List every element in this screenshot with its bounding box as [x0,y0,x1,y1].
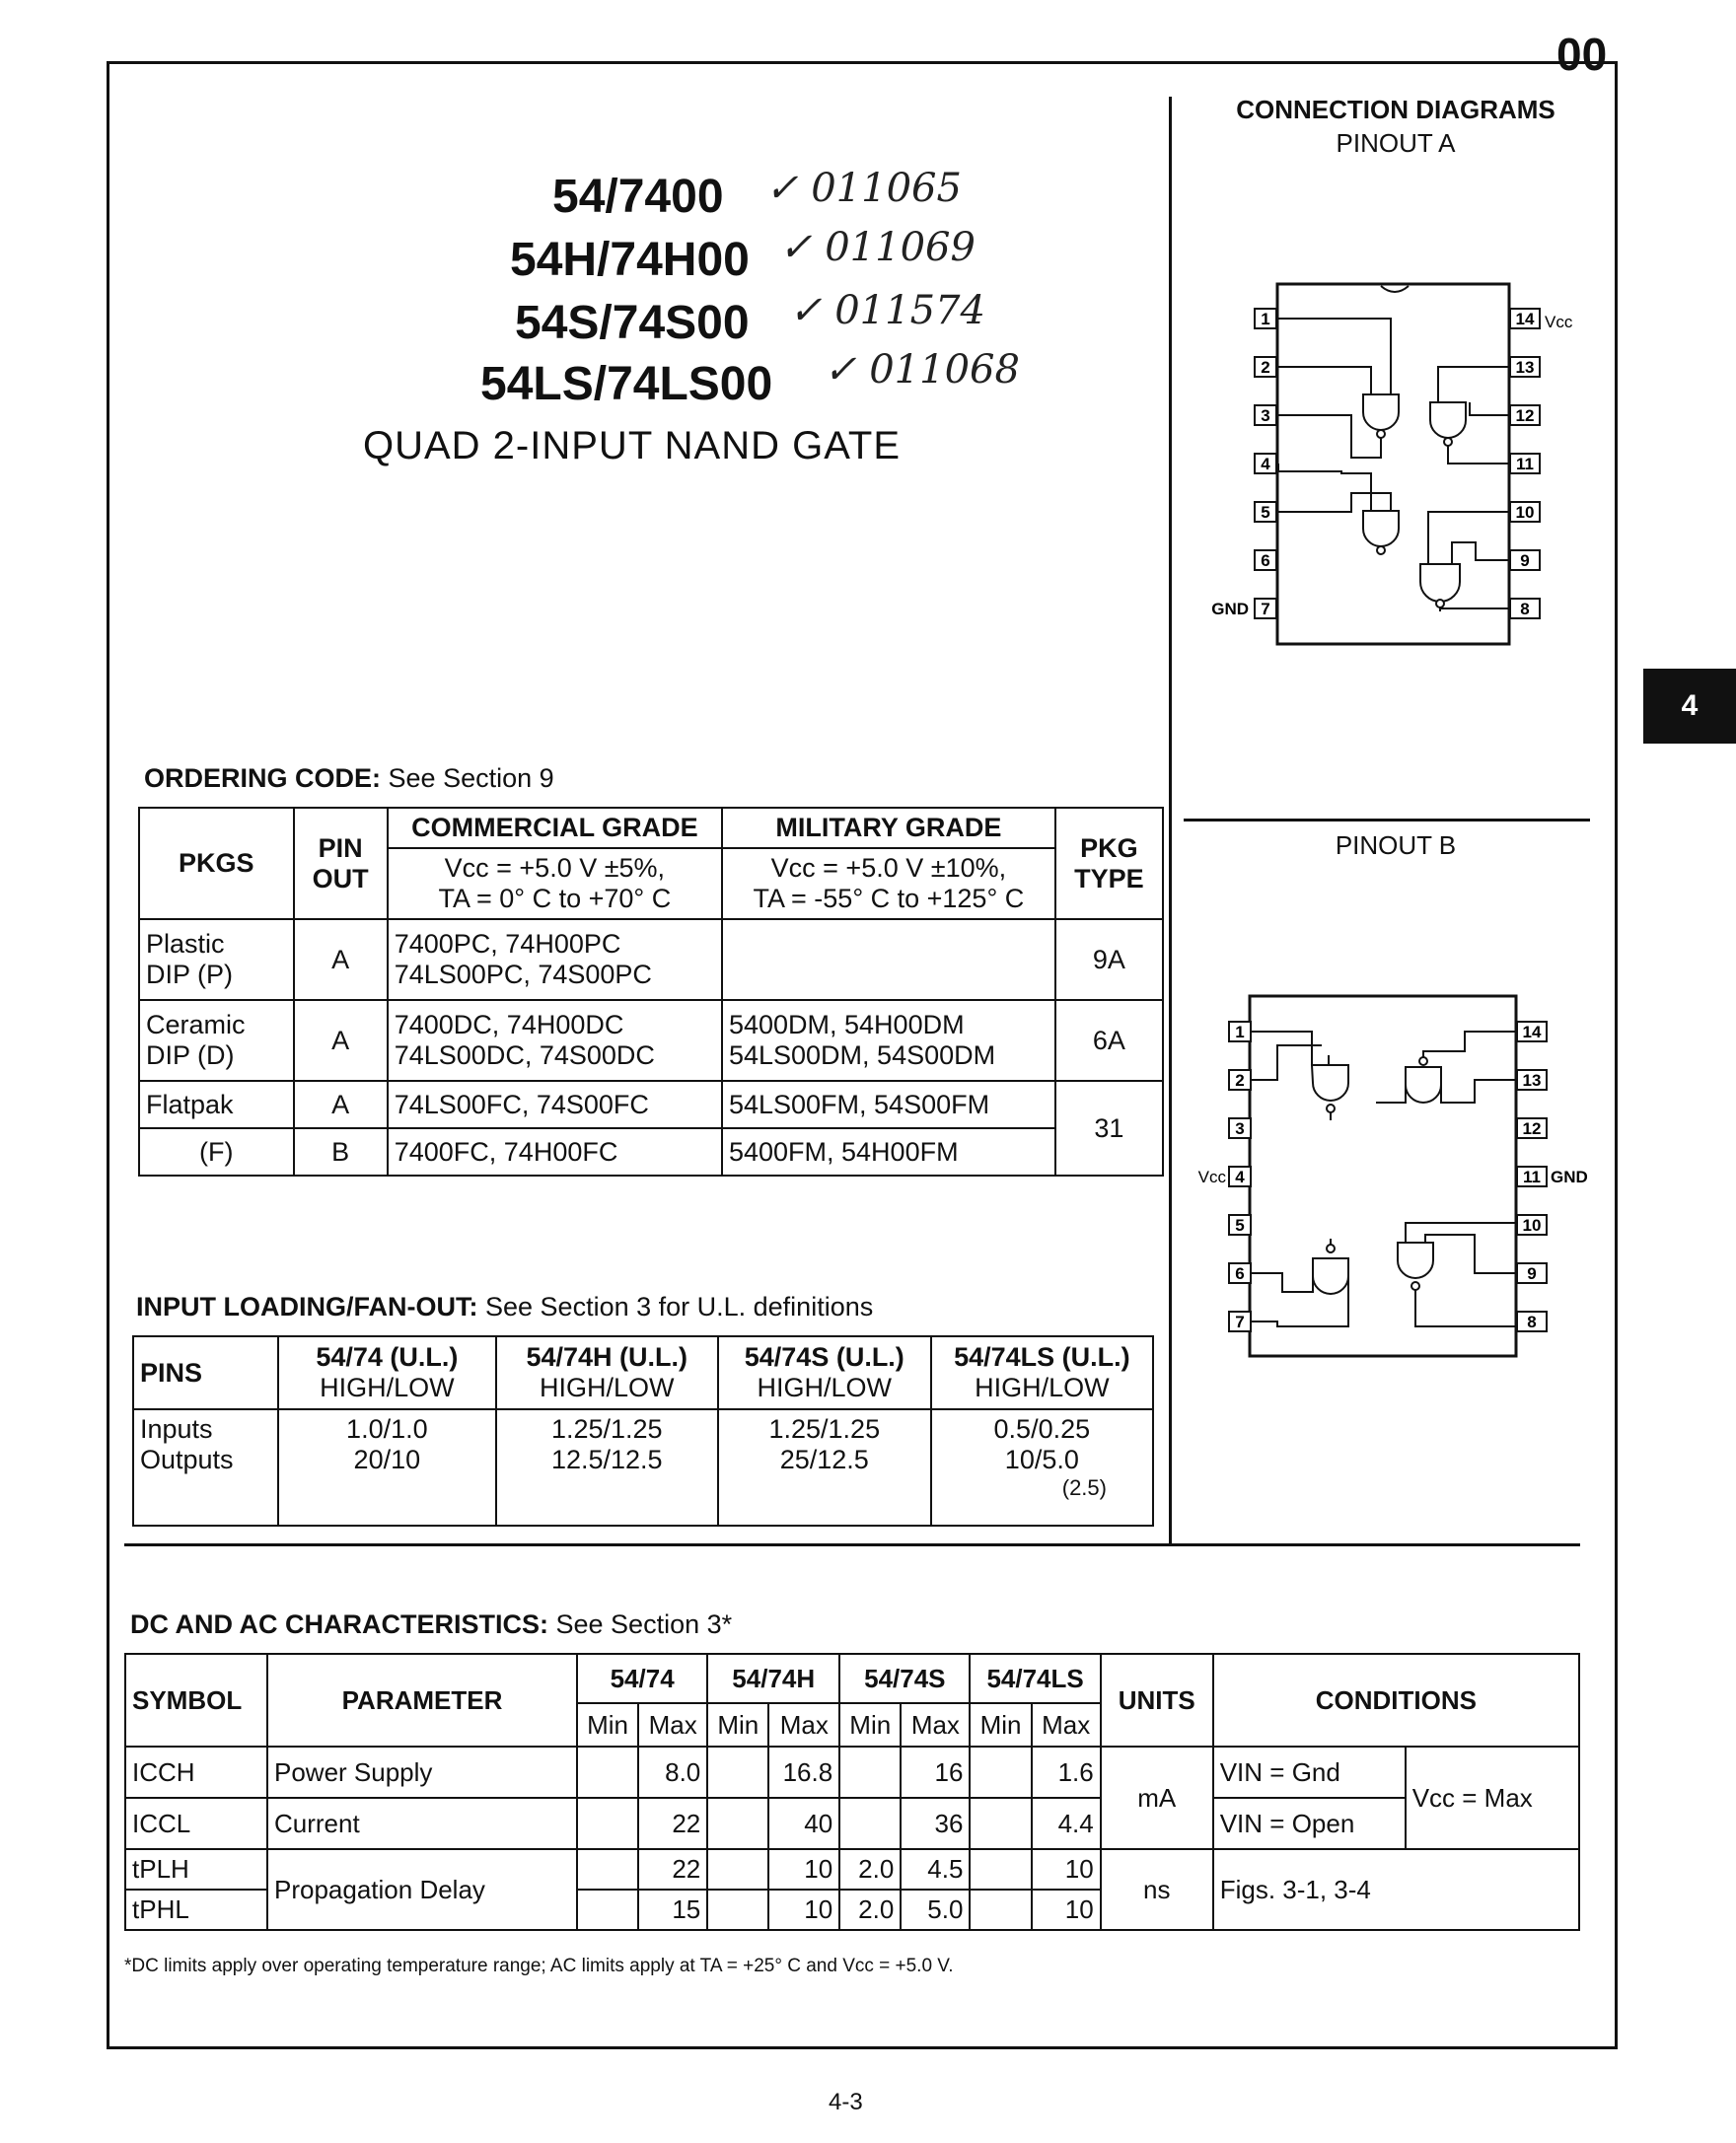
col-54-74h: 54/74H (U.L.) HIGH/LOW [496,1336,718,1409]
pinout-b-right-pins [1517,1022,1547,1331]
svg-text:14: 14 [1522,1023,1542,1041]
svg-text:4: 4 [1235,1168,1245,1186]
value-cell: 4.5 [901,1849,970,1890]
ordering-table [138,807,1164,1177]
condition-vcc-cell: Vcc = Max [1406,1747,1579,1849]
col-pkg-type: PKG TYPE [1055,808,1163,919]
parameter-cell: Current [267,1798,577,1849]
value-cell [970,1890,1031,1930]
nand-gate-b2 [1376,1032,1516,1103]
pinout-b-left-pins [1229,1022,1251,1331]
value-cell: 1.0/1.0 20/10 [278,1409,496,1526]
condition-cell: VIN = Gnd [1213,1747,1406,1798]
pin-cell: B [294,1128,388,1176]
pin-b-13 [1517,1070,1547,1090]
col-commercial: COMMERCIAL GRADE [388,808,722,848]
pin-a-7 [1255,599,1276,618]
pinout-a-gnd: GND [1211,600,1249,618]
value-cell [577,1890,638,1930]
table-row [139,1128,1163,1176]
max-label: Max [1032,1703,1101,1747]
military-cell [722,919,1055,1000]
handwritten-note-2: ✓ 011069 [779,225,976,270]
pinout-b-gnd: GND [1551,1168,1588,1186]
value-cell: 1.25/1.25 12.5/12.5 [496,1409,718,1526]
type-cell: 9A [1055,919,1163,1000]
svg-text:10: 10 [1522,1216,1542,1235]
pkg-cell: Flatpak [139,1081,294,1128]
handwritten-note-4: ✓ 011068 [824,347,1020,393]
pin-b-12 [1517,1118,1547,1138]
pin-a-14 [1510,309,1540,328]
commercial-conditions: Vcc = +5.0 V ±5%, TA = 0° C to +70° C [388,848,722,919]
pin-b-11 [1517,1167,1547,1186]
pin-cell: A [294,1081,388,1128]
parameter-cell: Propagation Delay [267,1849,577,1930]
military-cell: 5400FM, 54H00FM [722,1128,1055,1176]
svg-text:1: 1 [1235,1023,1245,1041]
pinout-b-gates [1251,1032,1516,1326]
pkg-cell: (F) [139,1128,294,1176]
value-cell: 22 [638,1849,707,1890]
col-54-74: 54/74 (U.L.) HIGH/LOW [278,1336,496,1409]
pin-b-3 [1229,1118,1251,1138]
svg-text:12: 12 [1515,406,1535,425]
pinout-a-label: PINOUT A [1336,128,1456,158]
value-cell: 10 [1032,1849,1101,1890]
pin-b-10 [1517,1215,1547,1235]
loading-ref: See Section 3 for U.L. definitions [485,1292,874,1322]
subtitle: QUAD 2-INPUT NAND GATE [363,424,902,467]
min-label: Min [970,1703,1031,1747]
pkg-cell: Plastic DIP (P) [139,919,294,1000]
nand-bubble-a4 [1436,600,1444,607]
units-cell: mA [1101,1747,1213,1849]
col-military: MILITARY GRADE [722,808,1055,848]
value-cell: 22 [638,1798,707,1849]
table-row [133,1409,1153,1526]
dcac-title: DC AND AC CHARACTERISTICS: [130,1609,548,1639]
svg-text:9: 9 [1527,1264,1537,1283]
pin-b-9 [1517,1263,1547,1283]
pin-cell: A [294,1000,388,1081]
value-cell: 10 [768,1849,839,1890]
svg-text:3: 3 [1235,1119,1245,1138]
parameter-cell: Power Supply [267,1747,577,1798]
value-cell: 0.5/0.25 10/5.0 (2.5) [931,1409,1153,1526]
loading-header-row [133,1336,1153,1409]
nand-bubble-b1 [1327,1105,1335,1112]
nand-bubble-b4 [1411,1282,1419,1290]
col-54-74s: 54/74S (U.L.) HIGH/LOW [718,1336,931,1409]
col-family-1: 54/74 [577,1654,707,1703]
section-tab: 4 [1643,669,1736,744]
value-cell: 15 [638,1890,707,1930]
pin-a-12 [1510,405,1540,425]
max-label: Max [768,1703,839,1747]
svg-text:9: 9 [1520,551,1530,570]
svg-text:11: 11 [1523,1168,1541,1186]
value-cell: 8.0 [638,1747,707,1798]
column-divider [1169,97,1172,1546]
footnote: *DC limits apply over operating temperature range; AC limits apply at TA = +25° C and Vcc = +5.0 V. [124,1956,954,1976]
units-cell: ns [1101,1849,1213,1930]
pin-a-13 [1510,357,1540,377]
nand-bubble-a3 [1377,546,1385,554]
ordering-code-ref: See Section 9 [388,763,554,793]
max-label: Max [638,1703,707,1747]
condition-cell: Figs. 3-1, 3-4 [1213,1849,1579,1930]
col-family-2: 54/74H [707,1654,839,1703]
pin-b-14 [1517,1022,1547,1041]
svg-text:7: 7 [1235,1313,1245,1331]
max-label: Max [901,1703,970,1747]
col-parameter: PARAMETER [267,1654,577,1747]
col-pin-out: PIN OUT [294,808,388,919]
pin-b-5 [1229,1215,1251,1235]
value-cell [839,1747,901,1798]
commercial-cell: 74LS00FC, 74S00FC [388,1081,722,1128]
value-cell: 2.0 [839,1849,901,1890]
pinout-a-diagram [1184,256,1598,671]
pinout-divider [1184,819,1590,821]
nand-gate-a3 [1278,464,1399,546]
dcac-heading [130,1609,732,1640]
pin-b-2 [1229,1070,1251,1090]
type-cell: 6A [1055,1000,1163,1081]
nand-gate-a2 [1430,367,1509,464]
pin-cell: A [294,919,388,1000]
symbol-cell: tPLH [125,1849,267,1890]
value-cell: 36 [901,1798,970,1849]
pinout-a-left-pins [1255,309,1276,618]
pinout-b-diagram [1179,986,1593,1371]
ordering-header-row [139,808,1163,848]
value-cell: 5.0 [901,1890,970,1930]
min-label: Min [707,1703,768,1747]
nand-bubble-b2 [1419,1057,1427,1065]
commercial-cell: 7400FC, 74H00FC [388,1128,722,1176]
value-cell: 16 [901,1747,970,1798]
pinout-b-label: PINOUT B [1335,830,1457,860]
dcac-ref: See Section 3* [555,1609,733,1639]
svg-text:12: 12 [1522,1119,1542,1138]
value-cell: 1.6 [1032,1747,1101,1798]
handwritten-note-3: ✓ 011574 [789,288,985,333]
loading-heading [136,1292,873,1322]
col-family-4: 54/74LS [970,1654,1100,1703]
value-cell: 2.0 [839,1890,901,1930]
pin-a-1 [1255,309,1276,328]
value-cell [707,1890,768,1930]
ordering-code-title: ORDERING CODE: [144,763,382,793]
col-pins: PINS [133,1336,278,1409]
pinout-a-notch [1381,286,1409,292]
ordering-code-heading [144,763,554,794]
pinout-a-gates [1278,319,1509,611]
svg-text:8: 8 [1527,1313,1537,1331]
svg-text:7: 7 [1261,600,1270,618]
value-cell [577,1747,638,1798]
loading-table [132,1335,1154,1527]
table-row [125,1798,1579,1849]
pin-a-6 [1255,550,1276,570]
type-cell: 31 [1055,1081,1163,1176]
value-cell [707,1747,768,1798]
commercial-cell: 7400DC, 74H00DC 74LS00DC, 74S00DC [388,1000,722,1081]
nand-gate-a4 [1420,512,1509,611]
svg-text:10: 10 [1515,503,1535,522]
table-row [125,1849,1579,1890]
value-cell: 10 [768,1890,839,1930]
nand-gate-b4 [1398,1223,1516,1326]
pinout-b-package [1250,996,1516,1356]
svg-text:2: 2 [1261,358,1270,377]
col-family-3: 54/74S [839,1654,970,1703]
value-cell [970,1798,1031,1849]
value-cell: 4.4 [1032,1798,1101,1849]
military-cell: 54LS00FM, 54S00FM [722,1081,1055,1128]
pin-b-6 [1229,1263,1251,1283]
col-units: UNITS [1101,1654,1213,1747]
pin-a-4 [1255,454,1276,473]
loading-title: INPUT LOADING/FAN-OUT: [136,1292,478,1322]
symbol-cell: tPHL [125,1890,267,1930]
value-cell [707,1798,768,1849]
value-cell [577,1849,638,1890]
value-cell: 40 [768,1798,839,1849]
pinout-a-right-pins [1510,309,1540,618]
value-cell [839,1798,901,1849]
title-line-4: 54LS/74LS00 [480,358,773,410]
col-conditions: CONDITIONS [1213,1654,1579,1747]
nand-bubble-b3 [1327,1245,1335,1252]
condition-cell: VIN = Open [1213,1798,1406,1849]
pin-a-3 [1255,405,1276,425]
military-conditions: Vcc = +5.0 V ±10%, TA = -55° C to +125° C [722,848,1055,919]
nand-bubble-a1 [1377,430,1385,438]
value-cell [577,1798,638,1849]
military-cell: 5400DM, 54H00DM 54LS00DM, 54S00DM [722,1000,1055,1081]
title-line-1: 54/7400 [552,171,724,223]
svg-text:5: 5 [1261,503,1270,522]
title-line-2: 54H/74H00 [510,234,750,286]
pinout-a-vcc: Vcc [1545,313,1573,331]
pin-b-1 [1229,1022,1251,1041]
value-cell [707,1849,768,1890]
value-cell [970,1849,1031,1890]
svg-text:14: 14 [1515,310,1535,328]
page-code: 00 [1556,29,1608,80]
pins-cell: Inputs Outputs [133,1409,278,1526]
symbol-cell: ICCH [125,1747,267,1798]
symbol-cell: ICCL [125,1798,267,1849]
pkg-cell: Ceramic DIP (D) [139,1000,294,1081]
svg-text:8: 8 [1520,600,1530,618]
title-line-3: 54S/74S00 [515,297,750,349]
dcac-table [124,1653,1580,1931]
min-label: Min [839,1703,901,1747]
pin-a-11 [1510,454,1540,473]
svg-text:3: 3 [1261,406,1270,425]
pin-a-9 [1510,550,1540,570]
value-cell: 16.8 [768,1747,839,1798]
svg-text:4: 4 [1261,455,1270,473]
col-symbol: SYMBOL [125,1654,267,1747]
pin-b-4 [1229,1167,1251,1186]
connection-diagrams-heading: CONNECTION DIAGRAMS [1236,95,1555,124]
svg-text:2: 2 [1235,1071,1245,1090]
svg-text:13: 13 [1515,358,1535,377]
pin-a-10 [1510,502,1540,522]
svg-text:13: 13 [1522,1071,1542,1090]
dcac-header-row [125,1654,1579,1703]
pin-a-5 [1255,502,1276,522]
pin-b-7 [1229,1312,1251,1331]
value-cell [970,1747,1031,1798]
table-row [139,1081,1163,1128]
value-cell: 10 [1032,1890,1101,1930]
min-label: Min [577,1703,638,1747]
col-54-74ls: 54/74LS (U.L.) HIGH/LOW [931,1336,1153,1409]
section-divider [124,1543,1580,1546]
pinout-b-vcc: Vcc [1197,1168,1226,1186]
pin-b-8 [1517,1312,1547,1331]
svg-text:5: 5 [1235,1216,1245,1235]
table-row [139,1000,1163,1081]
pin-a-8 [1510,599,1540,618]
value-cell: 1.25/1.25 25/12.5 [718,1409,931,1526]
svg-text:6: 6 [1261,551,1270,570]
table-row [125,1747,1579,1798]
handwritten-note-1: ✓ 011065 [765,166,962,211]
nand-bubble-a2 [1444,438,1452,446]
page-number: 4-3 [829,2089,863,2115]
svg-text:1: 1 [1261,310,1270,328]
pin-a-2 [1255,357,1276,377]
commercial-cell: 7400PC, 74H00PC 74LS00PC, 74S00PC [388,919,722,1000]
svg-text:11: 11 [1516,455,1534,473]
svg-text:6: 6 [1235,1264,1245,1283]
table-row [139,919,1163,1000]
col-pkgs: PKGS [139,808,294,919]
